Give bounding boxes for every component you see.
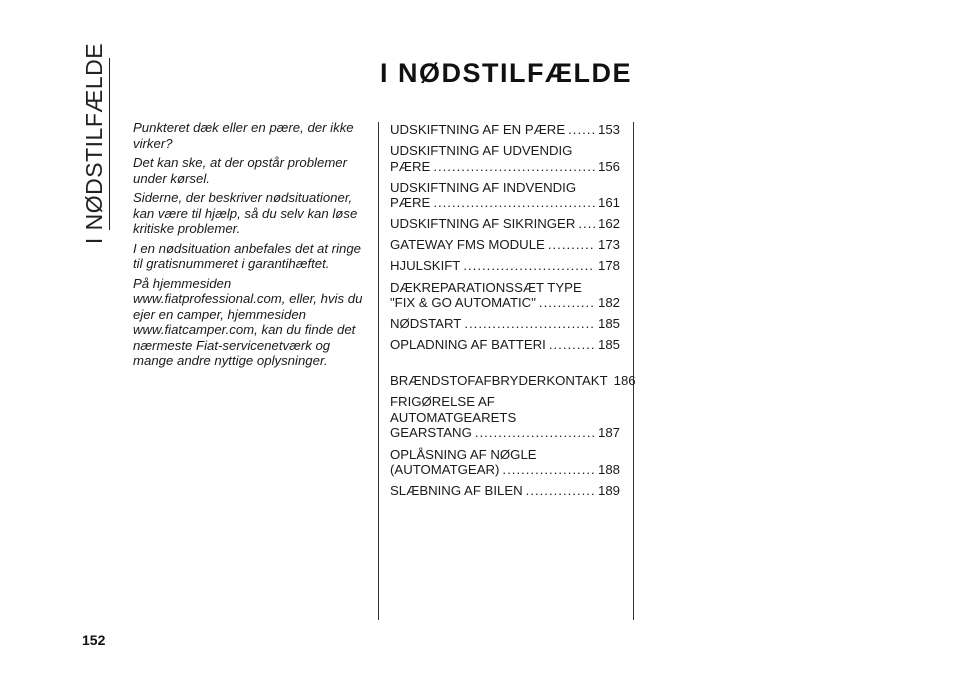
toc-leader-dots [475,425,595,441]
toc-entry-line: UDSKIFTNING AF UDVENDIG [390,143,573,159]
toc-entry[interactable] [390,180,620,211]
toc-entry[interactable] [390,483,620,499]
toc-entry-title: HJULSKIFT [390,258,461,274]
toc-leader-dots [464,316,595,332]
toc-entry[interactable] [390,394,620,441]
toc-entry-title: PÆRE [390,158,431,174]
toc-entry-row [390,216,620,232]
toc-entry-line: FRIGØRELSE AF [390,394,495,410]
toc-entry-page: 188 [597,462,620,478]
toc-entry-row [390,373,636,389]
side-tab-rule [109,58,110,230]
toc-entry[interactable] [390,316,620,332]
toc-entry[interactable] [390,280,620,311]
toc-entry[interactable] [390,143,620,174]
toc-entry-page: 187 [597,425,620,441]
toc-entry-page: 185 [597,316,620,332]
intro-text [133,120,365,373]
toc-entry-row [390,237,620,253]
toc-entry-row [390,195,620,211]
toc-entry-title: UDSKIFTNING AF SIKRINGER [390,216,576,232]
toc-entry-row [390,483,620,499]
toc-entry-title: NØDSTART [390,316,462,332]
toc-leader-dots [578,216,595,232]
column-rule-left [378,122,379,620]
toc-entry-page: 162 [597,216,620,232]
toc-entry[interactable] [390,337,620,353]
table-of-contents [390,122,636,504]
toc-entry-title: (AUTOMATGEAR) [390,462,500,478]
toc-entry-row [390,425,620,441]
intro-paragraph: Punkteret dæk eller en pære, der ikke virker? [133,120,354,151]
toc-entry-line: DÆKREPARATIONSSÆT TYPE [390,279,582,295]
toc-entry-line: OPLÅSNING AF NØGLE [390,446,537,462]
column-rule-right [633,122,634,620]
toc-entry[interactable] [390,237,620,253]
intro-paragraph: Siderne, der beskriver nødsituationer, kan være til hjælp, så du selv kan løse kritiske problemer. [133,190,358,236]
page-title: I NØDSTILFÆLDE [380,58,632,88]
toc-entry-page: 173 [597,237,620,253]
toc-entry-page: 182 [597,295,620,311]
toc-leader-dots [568,122,595,138]
toc-leader-dots [549,337,595,353]
toc-entry-page: 156 [597,158,620,174]
toc-entry-page: 185 [597,337,620,353]
toc-entry[interactable] [390,447,620,478]
toc-entry[interactable] [390,216,620,232]
toc-entry-page: 153 [597,122,620,137]
toc-leader-dots [526,483,595,499]
toc-leader-dots [548,237,595,253]
toc-leader-dots [433,159,595,175]
toc-entry-page: 189 [597,483,620,499]
toc-entry-title: PÆRE [390,195,431,211]
toc-entry-row [390,316,620,332]
intro-paragraph: På hjemmesiden www.fiatprofessional.com, eller, hvis du ejer en camper, hjemmesiden www.fiatcamper.com, kan du finde det nærmeste Fiat-servicenetværk og mange andre nyttige oplysninger. [133,275,363,368]
toc-entry-title: BRÆNDSTOFAFBRYDERKONTAKT [390,373,608,389]
toc-entry-row [390,295,620,311]
toc-entry-title: SLÆBNING AF BILEN [390,483,523,499]
toc-entry-row [390,337,620,353]
page-number: 152 [82,632,106,648]
side-tab-label: I NØDSTILFÆLDE [81,42,108,244]
toc-entry-page: 178 [597,258,620,274]
intro-paragraph: I en nødsituation anbefales det at ringe til gratisnummeret i garantihæftet. [133,240,362,271]
toc-entry[interactable] [390,258,620,274]
toc-entry-page: 186 [613,373,636,389]
toc-entry-title: OPLADNING AF BATTERI [390,337,546,353]
toc-entry[interactable] [390,373,636,389]
toc-leader-dots [539,295,595,311]
toc-entry[interactable] [390,122,620,138]
toc-leader-dots [502,462,595,478]
toc-leader-dots [433,195,595,211]
side-tab [81,42,108,244]
toc-entry-row [390,258,620,274]
toc-entry-row [390,122,620,138]
intro-paragraph: Det kan ske, at der opstår problemer under kørsel. [133,155,348,186]
toc-entry-title: GEARSTANG [390,425,472,441]
toc-entry-line: AUTOMATGEARETS [390,409,517,425]
toc-entry-row [390,159,620,175]
toc-entry-row [390,462,620,478]
toc-leader-dots [463,258,595,274]
toc-entry-title: GATEWAY FMS MODULE [390,237,545,253]
toc-entry-line: UDSKIFTNING AF INDVENDIG [390,179,577,195]
toc-entry-title: UDSKIFTNING AF EN PÆRE [390,122,566,137]
toc-entry-title: "FIX & GO AUTOMATIC" [390,295,536,311]
toc-entry-page: 161 [597,195,620,211]
toc-gap [390,358,620,373]
